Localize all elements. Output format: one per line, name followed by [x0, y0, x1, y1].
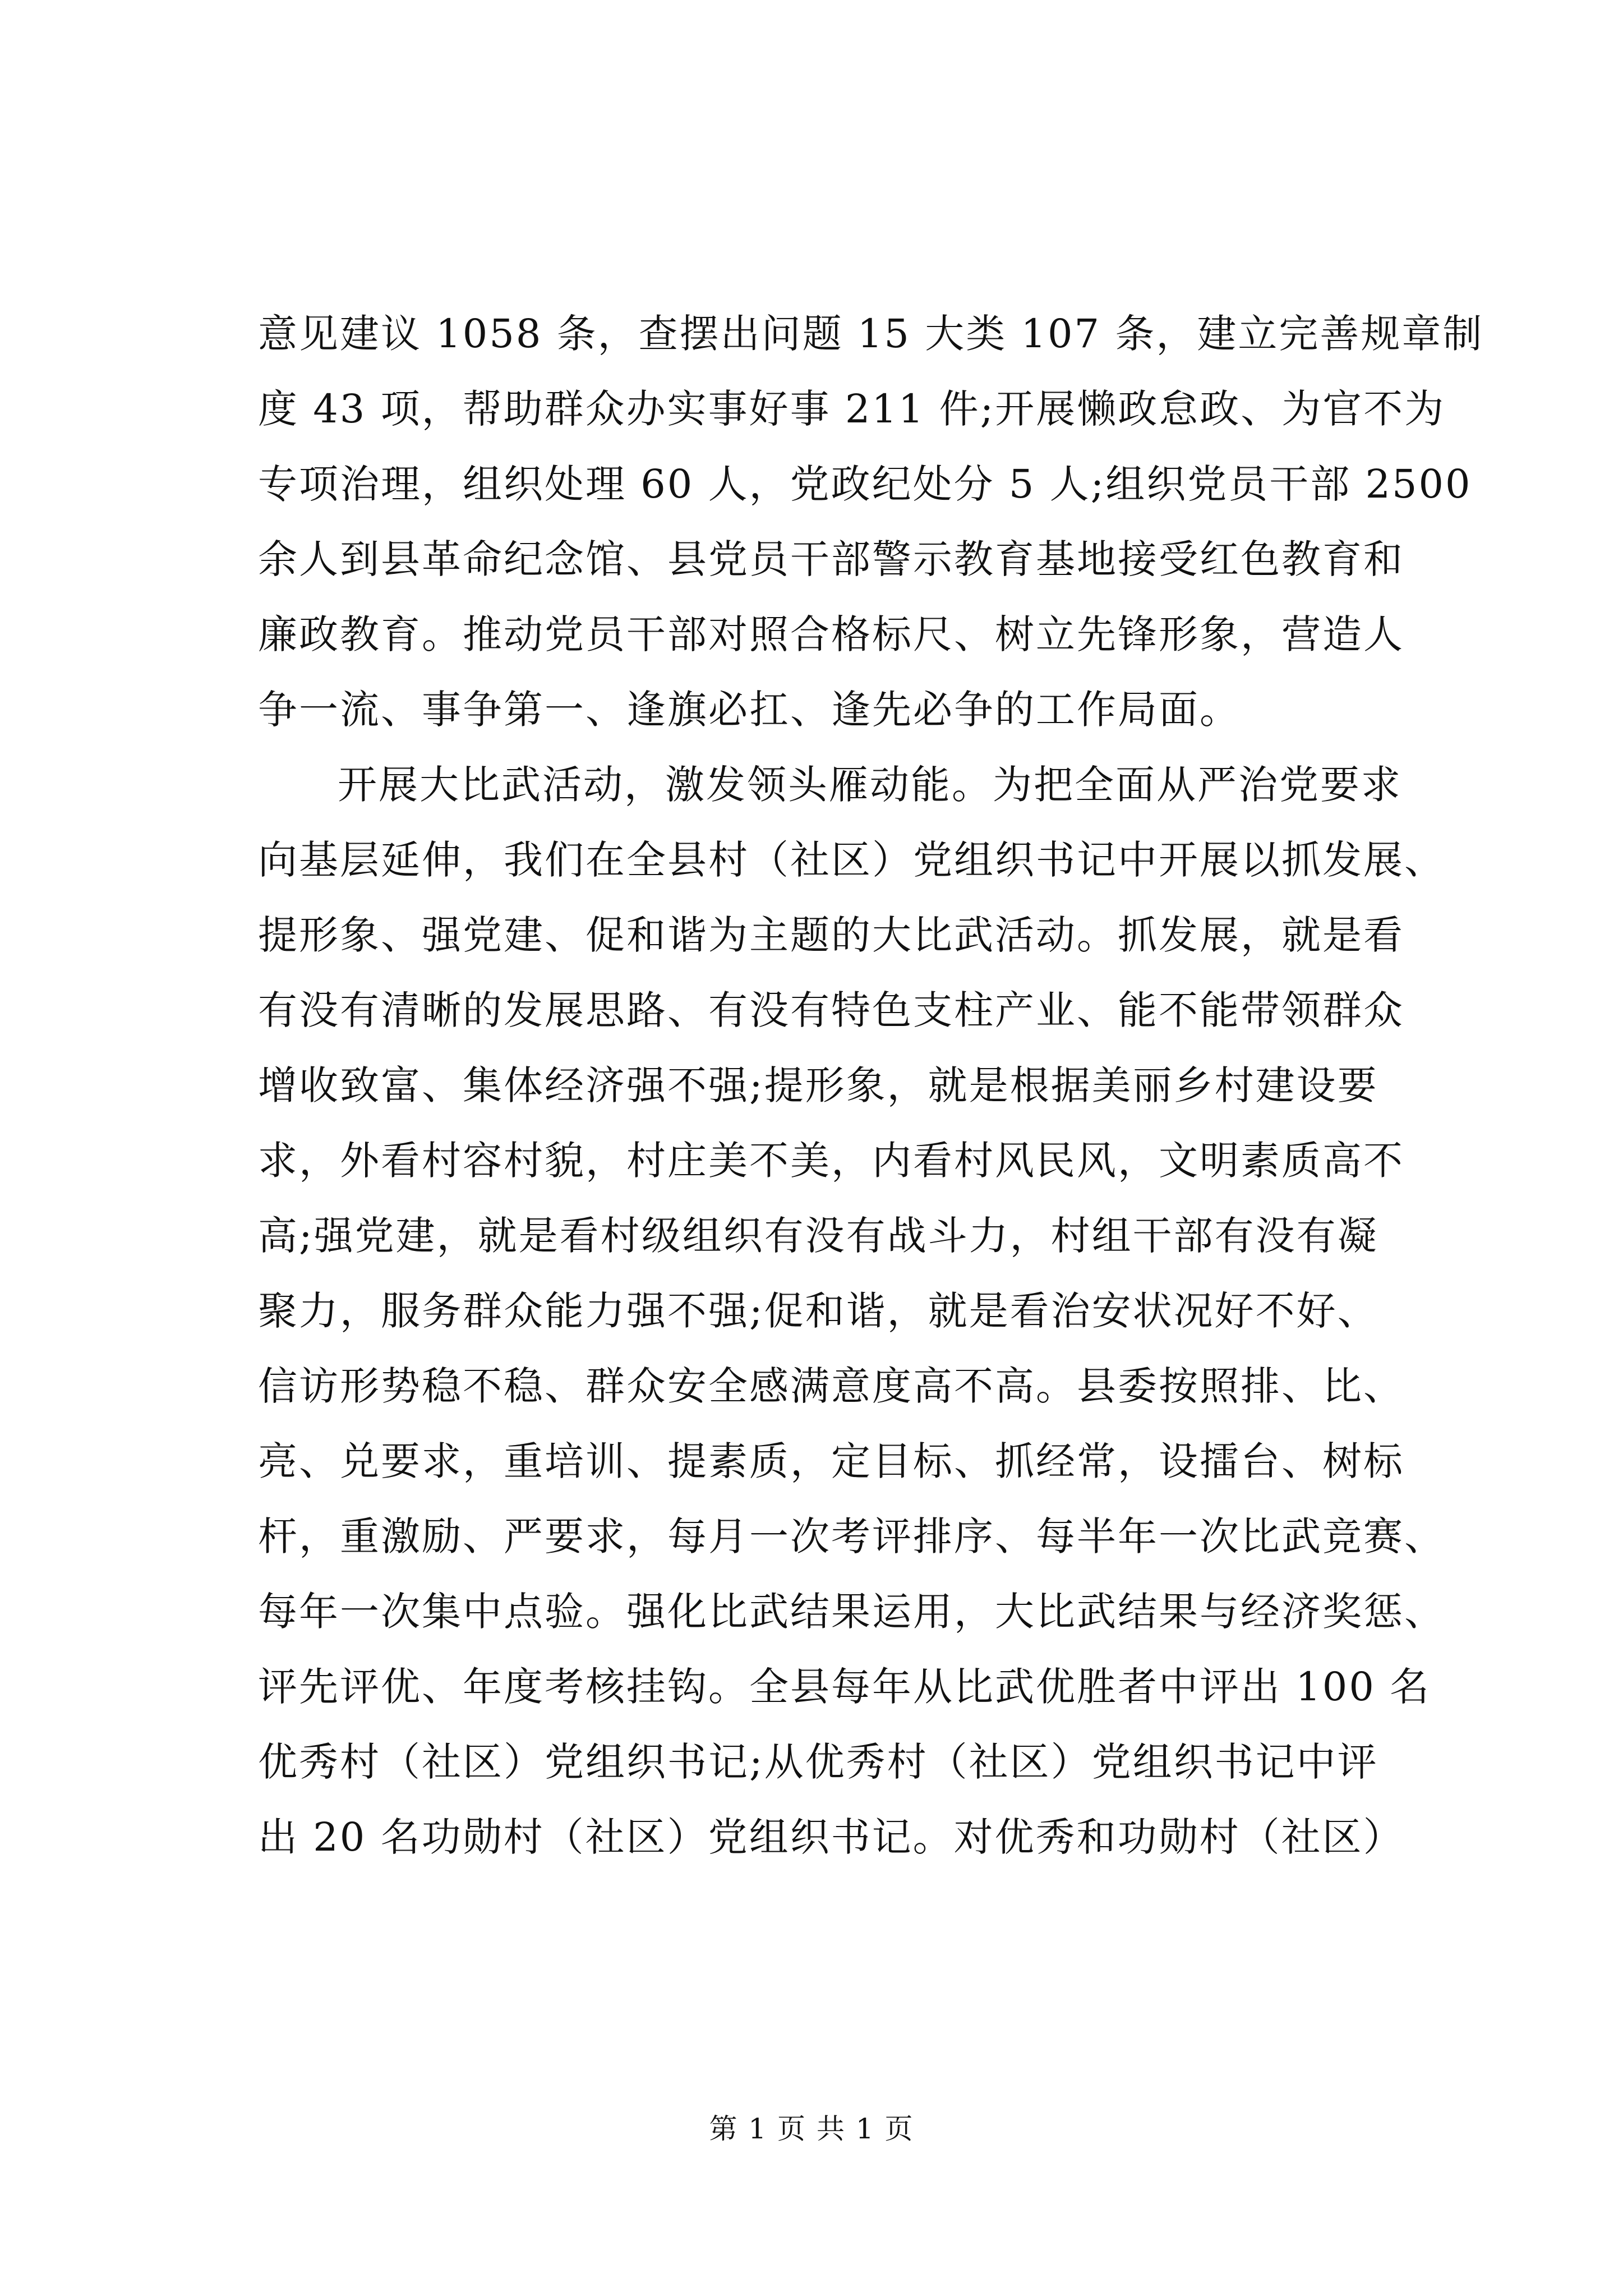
text-line: 向基层延伸，我们在全县村（社区）党组织书记中开展以抓发展、 — [258, 837, 1445, 883]
text-line: 信访形势稳不稳、群众安全感满意度高不高。县委按照排、比、 — [258, 1363, 1404, 1409]
text-line: 余人到县革命纪念馆、县党员干部警示教育基地接受红色教育和 — [258, 536, 1404, 582]
text-line: 专项治理，组织处理 60 人，党政纪处分 5 人;组织党员干部 2500 — [258, 461, 1472, 507]
page-footer: 第 1 页 共 1 页 — [709, 2113, 914, 2145]
text-line: 度 43 项，帮助群众办实事好事 211 件;开展懒政怠政、为官不为 — [258, 386, 1446, 432]
text-line: 聚力，服务群众能力强不强;促和谐，就是看治安状况好不好、 — [258, 1288, 1378, 1334]
text-line: 求，外看村容村貌，村庄美不美，内看村风民风，文明素质高不 — [258, 1138, 1404, 1184]
text-line: 增收致富、集体经济强不强;提形象，就是根据美丽乡村建设要 — [258, 1062, 1378, 1108]
text-line: 评先评优、年度考核挂钩。全县每年从比武优胜者中评出 100 名 — [258, 1664, 1431, 1710]
body-text — [258, 296, 1484, 1875]
text-line: 高;强党建，就是看村级组织有没有战斗力，村组干部有没有凝 — [258, 1213, 1378, 1259]
text-line: 意见建议 1058 条，查摆出问题 15 大类 107 条，建立完善规章制 — [258, 311, 1484, 357]
text-line: 廉政教育。推动党员干部对照合格标尺、树立先锋形象，营造人 — [258, 611, 1404, 657]
text-line: 出 20 名功勋村（社区）党组织书记。对优秀和功勋村（社区） — [258, 1814, 1404, 1860]
text-line: 亮、兑要求，重培训、提素质，定目标、抓经常，设擂台、树标 — [258, 1438, 1404, 1484]
paragraph-start-line: 开展大比武活动，激发领头雁动能。为把全面从严治党要求 — [338, 762, 1402, 808]
text-line: 争一流、事争第一、逢旗必扛、逢先必争的工作局面。 — [258, 687, 1241, 733]
text-line: 每年一次集中点验。强化比武结果运用，大比武结果与经济奖惩、 — [258, 1589, 1445, 1635]
text-line: 优秀村（社区）党组织书记;从优秀村（社区）党组织书记中评 — [258, 1739, 1378, 1785]
text-line: 提形象、强党建、促和谐为主题的大比武活动。抓发展，就是看 — [258, 912, 1404, 958]
text-line: 有没有清晰的发展思路、有没有特色支柱产业、能不能带领群众 — [258, 987, 1404, 1033]
text-line: 杆，重激励、严要求，每月一次考评排序、每半年一次比武竞赛、 — [258, 1513, 1445, 1559]
